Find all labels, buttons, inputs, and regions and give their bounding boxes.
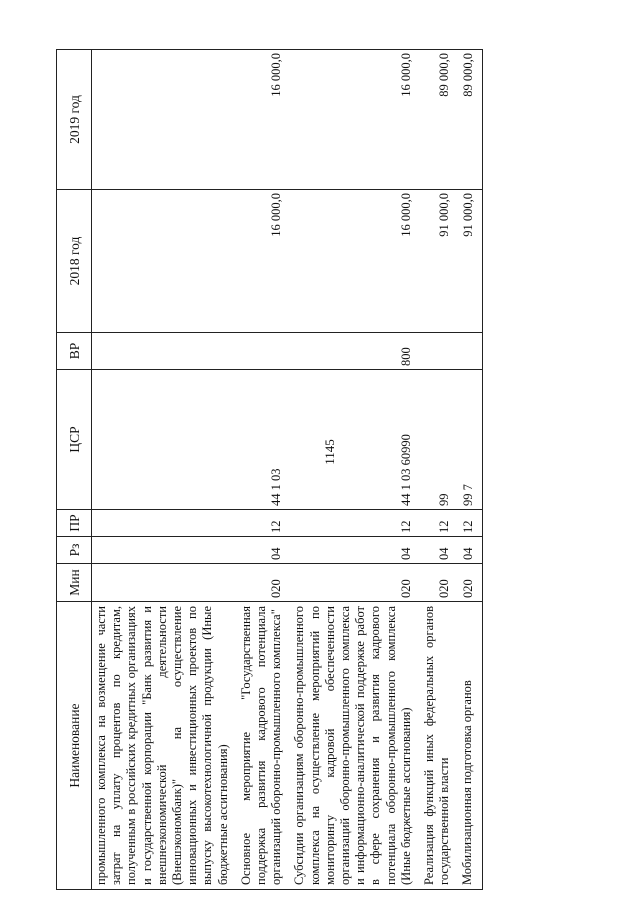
- header-2019: 2019 год: [57, 50, 92, 190]
- row-rz: [92, 537, 237, 564]
- header-rz: Рз: [57, 537, 92, 564]
- row-2018: 91 000,0: [458, 190, 483, 333]
- row-pr: 12: [420, 510, 458, 537]
- row-name: Основное мероприятие "Государственная поддержка развития кадрового потенциала организаций оборонно-промышленного комплекса": [237, 602, 291, 890]
- row-rz: 04: [458, 537, 483, 564]
- header-vr: ВР: [57, 333, 92, 370]
- row-min: 020: [290, 564, 420, 602]
- row-name: Субсидии организациям оборонно-промышленного комплекса на осуществление мероприятий по мониторингу кадровой обеспеченности организаций оборонно-промышленного комплекса и информационно-аналитической поддержке работ в сфере сохранения и развития кадрового потенциала оборонно-промышленного комплекса (Иные бюджетные ассигнования): [290, 602, 420, 890]
- row-min: 020: [420, 564, 458, 602]
- row-rz: 04: [237, 537, 291, 564]
- row-2019: 16 000,0: [237, 50, 291, 190]
- rotated-table-container: [56, 50, 590, 890]
- table-row: [458, 50, 483, 890]
- row-rz: 04: [420, 537, 458, 564]
- row-csr: 44 1 03 60990: [290, 370, 420, 510]
- row-2019: 89 000,0: [458, 50, 483, 190]
- row-csr: [92, 370, 237, 510]
- row-name: Реализация функций иных федеральных органов государственной власти: [420, 602, 458, 890]
- row-pr: 12: [290, 510, 420, 537]
- row-csr: 99: [420, 370, 458, 510]
- table-header-row: [57, 50, 92, 890]
- row-vr: [458, 333, 483, 370]
- row-csr: 99 7: [458, 370, 483, 510]
- table-row: [420, 50, 458, 890]
- table-row: [290, 50, 420, 890]
- table-row: [92, 50, 237, 890]
- row-2018: 16 000,0: [290, 190, 420, 333]
- row-csr: 44 1 03: [237, 370, 291, 510]
- header-min: Мин: [57, 564, 92, 602]
- table-row: [237, 50, 291, 890]
- row-name: промышленного комплекса на возмещение части затрат на уплату процентов по кредитам, полученным в российских кредитных организациях и государственной корпорации "Банк развития и внешнеэкономической деятельности (Внешэкономбанк)" на осуществление инновационных и инвестиционных проектов по выпуску высокотехнологичной продукции (Иные бюджетные ассигнования): [92, 602, 237, 890]
- row-pr: 12: [237, 510, 291, 537]
- header-name: Наименование: [57, 602, 92, 890]
- header-pr: ПР: [57, 510, 92, 537]
- header-2018: 2018 год: [57, 190, 92, 333]
- row-vr: [420, 333, 458, 370]
- row-min: [92, 564, 237, 602]
- row-2019: 16 000,0: [290, 50, 420, 190]
- row-name: Мобилизационная подготовка органов: [458, 602, 483, 890]
- row-2018: 91 000,0: [420, 190, 458, 333]
- row-pr: 12: [458, 510, 483, 537]
- row-2018: 16 000,0: [237, 190, 291, 333]
- row-min: 020: [237, 564, 291, 602]
- row-2018: [92, 190, 237, 333]
- page-number: 1145: [322, 439, 337, 465]
- budget-table: [56, 49, 483, 890]
- header-csr: ЦСР: [57, 370, 92, 510]
- row-2019: 89 000,0: [420, 50, 458, 190]
- row-vr: [92, 333, 237, 370]
- row-vr: 800: [290, 333, 420, 370]
- row-min: 020: [458, 564, 483, 602]
- row-rz: 04: [290, 537, 420, 564]
- row-vr: [237, 333, 291, 370]
- row-2019: [92, 50, 237, 190]
- row-pr: [92, 510, 237, 537]
